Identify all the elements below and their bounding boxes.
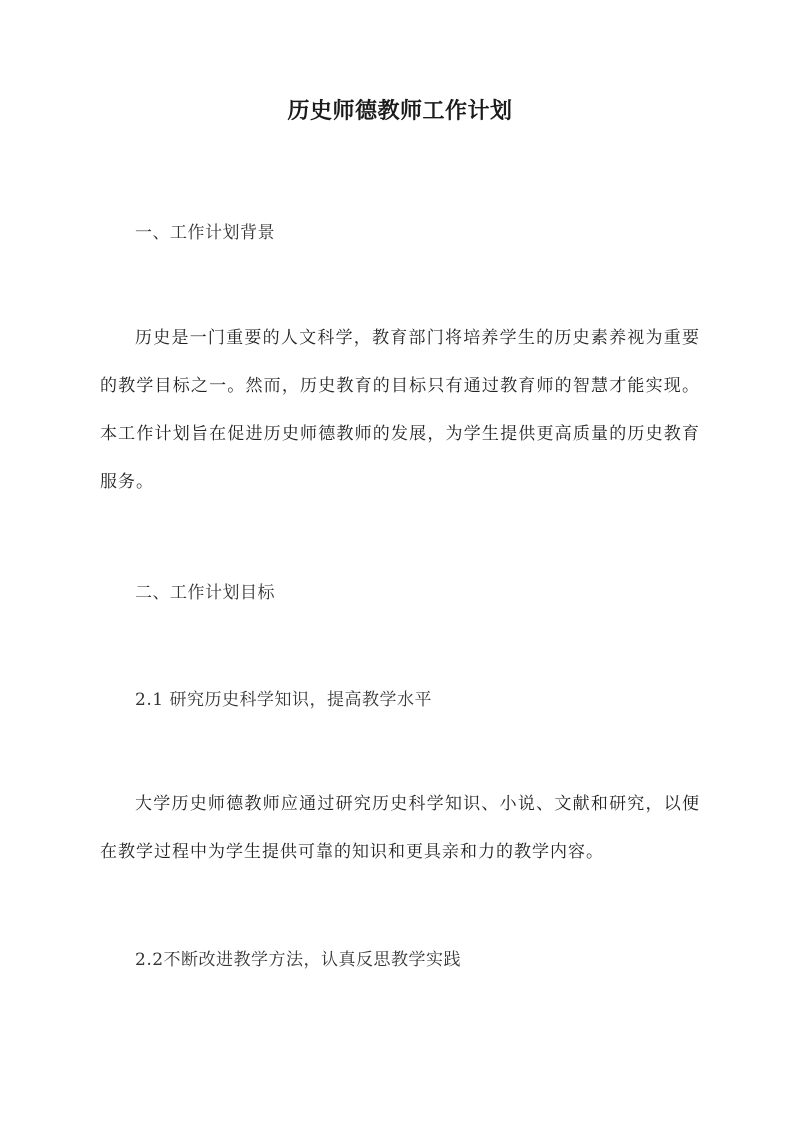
subsection-paragraph-2-1: 大学历史师德教师应通过研究历史科学知识、小说、文献和研究，以便在教学过程中为学生提供可靠的知识和更具亲和力的教学内容。 [100,794,700,862]
section-heading-background: 一、工作计划背景 [135,223,275,243]
subsection-heading-2-1: 2.1 研究历史科学知识，提高教学水平 [135,690,432,710]
section-paragraph-background: 历史是一门重要的人文科学，教育部门将培养学生的历史素养视为重要的教学目标之一。然而，历史教育的目标只有通过教育师的智慧才能实现。本工作计划旨在促进历史师德教师的发展，为学生提供更高质量的历史教育服务。 [100,328,700,492]
section-heading-goals: 二、工作计划目标 [135,583,275,603]
document-title: 历史师德教师工作计划 [287,98,513,124]
subsection-heading-2-2: 2.2不断改进教学方法，认真反思教学实践 [135,950,462,970]
